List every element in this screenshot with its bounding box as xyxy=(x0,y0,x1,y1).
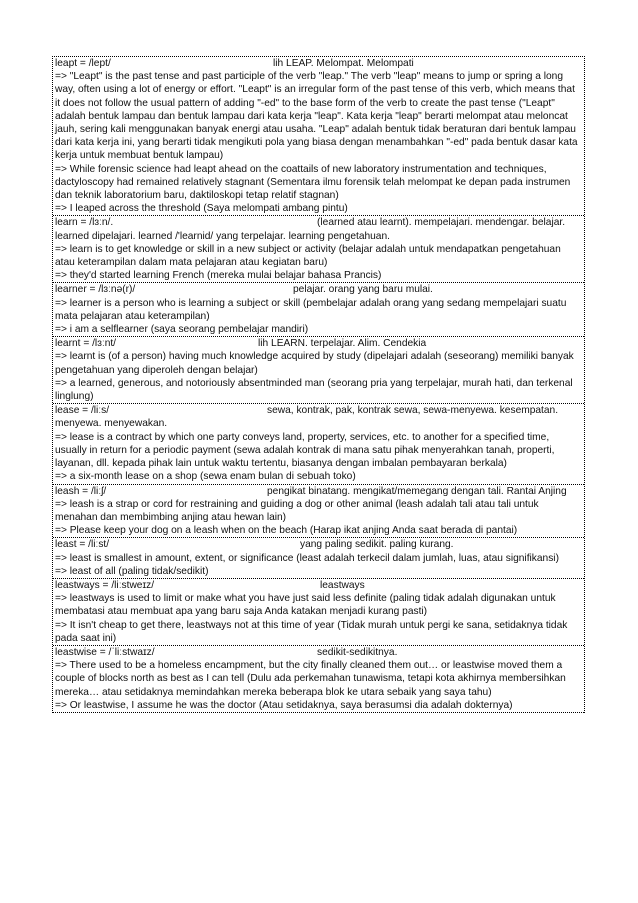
entry-header xyxy=(55,485,581,498)
entry-example: => they'd started learning French (mereka mulai belajar bahasa Prancis) xyxy=(55,270,382,282)
dictionary-entry xyxy=(53,579,584,646)
dictionary-entry xyxy=(53,57,584,216)
entry-headword: learner = /lɜːnə(r)/ xyxy=(55,284,136,296)
dictionary-entry xyxy=(53,337,584,404)
entry-translation: yang paling sedikit. paling kurang. xyxy=(300,539,454,551)
entry-translation: lih LEARN. terpelajar. Alim. Cendekia xyxy=(258,338,427,350)
entry-definition: => There used to be a homeless encampment, but the city finally cleaned them out… or leastwise moved them a couple of blocks north as best as I can tell (Dulu ada perkemahan tunawisma, tetapi kota akhirnya membersihkan mereka… atau setidaknya memindahkan mereka beberapa blok ke utara sebaik yang saya tahu) xyxy=(55,660,566,698)
entry-headword: lease = /liːs/ xyxy=(55,405,110,417)
entry-translation: sewa, kontrak, pak, kontrak sewa, sewa-menyewa. kesempatan. menyewa. menyewakan. xyxy=(55,405,559,430)
entry-example: => I leaped across the threshold (Saya melompati ambang pintu) xyxy=(55,203,348,215)
entry-header xyxy=(55,57,581,70)
entry-definition: => leastways is used to limit or make what you have just said less definite (paling tidak adalah digunakan untuk membatasi atau membuat apa yang baru saja Anda katakan menjadi kurang pasti) xyxy=(55,593,556,618)
entry-header xyxy=(55,579,581,592)
entry-translation: leastways xyxy=(320,579,365,591)
entry-headword: leash = /liːʃ/ xyxy=(55,485,107,497)
entry-headword: least = /liːst/ xyxy=(55,539,110,551)
entry-definition: => learnt is (of a person) having much knowledge acquired by study (dipelajari adalah (seseorang) memiliki banyak pengetahuan yang diperoleh dengan belajar) xyxy=(55,351,574,376)
entry-definition: => least is smallest in amount, extent, or significance (least adalah terkecil dalam jumlah, luas, atau signifikansi) xyxy=(55,552,559,564)
entry-header xyxy=(55,646,581,659)
dictionary-entry xyxy=(53,646,584,713)
entry-translation: pelajar. orang yang baru mulai. xyxy=(293,284,433,296)
entry-example: => It isn't cheap to get there, leastways not at this time of year (Tidak murah untuk pergi ke sana, setidaknya tidak pada saat ini) xyxy=(55,619,568,644)
dictionary-entry xyxy=(53,404,584,484)
entry-example: => least of all (paling tidak/sedikit) xyxy=(55,565,209,577)
entry-example: => a learned, generous, and notoriously absentminded man (seorang pria yang terpelajar, murah hati, dan terkenal linglung) xyxy=(55,377,573,403)
entry-definition: => learner is a person who is learning a subject or skill (pembelajar adalah orang yang sedang mempelajari suatu mata pelajaran atau keterampilan) xyxy=(55,297,567,322)
entry-definition: => leash is a strap or cord for restraining and guiding a dog or other animal (leash adalah tali atau tali untuk menahan dan membimbing anjing atau hewan lain) xyxy=(55,498,539,523)
entry-header xyxy=(55,283,581,296)
entry-headword: leastwise = /ˈliːstwaɪz/ xyxy=(55,646,155,658)
entry-example: => a six-month lease on a shop (sewa enam bulan di sebuah toko) xyxy=(55,471,356,483)
entry-definition: => "Leapt" is the past tense and past participle of the verb "leap." The verb "leap" means to jump or spring a long way, often using a lot of energy or effort. "Leapt" is an irregular form of the past tense of this verb, which means that it does not follow the usual pattern of adding "-ed" to the base form of the verb to create the past tense ("Leapt" adalah bentuk lampau dan bentuk lampau dari kata kerja "leap". Kata kerja "leap" berarti melompat atau meloncat jauh, sering kali menggunakan banyak energi atau usaha. "Leap" adalah bentuk tidak beraturan dari bentuk lampau dari kata kerja ini, yang berarti tidak mengikuti pola yang biasa dengan menambahkan "-ed" pada bentuk dasar kata kerja untuk membuat bentuk lampau) xyxy=(55,71,578,162)
entry-example: => Or leastwise, I assume he was the doctor (Atau setidaknya, saya berasumsi dia adalah dokternya) xyxy=(55,699,513,711)
entry-headword: learn = /lɜːn/. xyxy=(55,217,114,229)
entry-translation: (learned atau learnt). mempelajari. mendengar. belajar. learned dipelajari. learned /'learnid/ yang terpelajar. learning pengetahuan. xyxy=(55,217,566,242)
dictionary-entry xyxy=(53,485,584,539)
entry-header xyxy=(55,216,581,242)
entry-headword: leastways = /liːstweɪz/ xyxy=(55,579,155,591)
entry-header xyxy=(55,538,581,551)
entry-translation: pengikat binatang. mengikat/memegang dengan tali. Rantai Anjing xyxy=(267,485,567,497)
entry-example: => i am a selflearner (saya seorang pembelajar mandiri) xyxy=(55,324,309,336)
entry-example: => Please keep your dog on a leash when on the beach (Harap ikat anjing Anda saat berada di pantai) xyxy=(55,525,518,537)
entry-header xyxy=(55,337,581,350)
entry-headword: leapt = /lept/ xyxy=(55,58,111,69)
entry-header xyxy=(55,404,581,430)
dictionary-entry xyxy=(53,283,584,337)
entry-definition: => While forensic science had leapt ahead on the coattails of new laboratory instrumentation and techniques, dactyloscopy had remained relatively stagnant (Sementara ilmu forensik telah melompat ke depan pada instrumen dan teknik laboratorium baru, daktiloskopi tetap relatif stagnan) xyxy=(55,163,571,202)
dictionary-entry xyxy=(53,538,584,579)
dictionary-page xyxy=(52,56,585,713)
entry-definition: => lease is a contract by which one party conveys land, property, services, etc. to another for a specified time, usually in return for a periodic payment (sewa adalah kontrak di mana satu pihak menyerahkan tanah, properti, layanan, dll. kepada pihak lain untuk waktu tertentu, biasanya dengan imbalan pembayaran berkala) xyxy=(55,431,555,470)
entry-definition: => learn is to get knowledge or skill in a new subject or activity (belajar adalah untuk mendapatkan pengetahuan atau keterampilan dalam mata pelajaran atau kegiatan baru) xyxy=(55,243,561,269)
entry-headword: learnt = /lɜːnt/ xyxy=(55,338,117,350)
dictionary-entry xyxy=(53,216,584,283)
entry-translation: lih LEAP. Melompat. Melompati xyxy=(273,58,414,69)
entry-translation: sedikit-sedikitnya. xyxy=(317,646,398,658)
